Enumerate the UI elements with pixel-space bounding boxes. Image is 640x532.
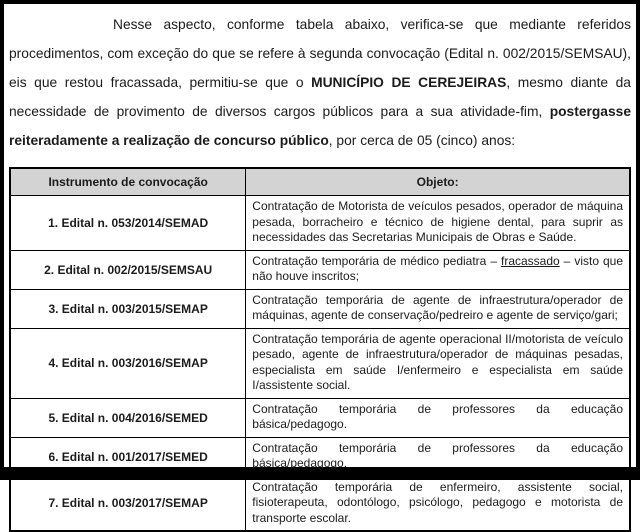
text-run: Nesse aspecto, conforme tabela abaixo, verifica-se que mediante referidos procedimentos, com exceção do que se refere à segunda convocação (Edital n. 002/2015/SEMSAU), eis que restou fracassada, permitiu-se que o [9, 17, 631, 90]
instrumento-cell: 3. Edital n. 003/2015/SEMAP [10, 289, 246, 328]
table-row [10, 196, 630, 251]
objeto-cell [246, 476, 630, 531]
text-run: Contratação temporária de professores da educação básica/pedagogo. [252, 401, 623, 431]
text-run: Contratação de Motorista de veículos pesados, operador de máquina pesada, borracheiro e técnico de higiene dental, para suprir as necessidades das Secretarias Municipais de Obras e Saúde. [252, 199, 623, 244]
header-objeto: Objeto: [246, 168, 630, 196]
objeto-cell [246, 196, 630, 251]
table-row [10, 289, 630, 328]
bold-text-run: MUNICÍPIO DE CEREJEIRAS [311, 75, 507, 90]
text-run: , mesmo diante da necessidade de provimento de diversos cargos públicos para a sua atividade-fim, [9, 75, 631, 119]
convocation-table-head [10, 168, 630, 196]
text-run: Contratação temporária de agente operacional II/motorista de veículo pesado, agente de infraestrutura/operador de máquinas pesadas, especialista em saúde I/enfermeiro e especialista em saúde I/assistente social. [252, 331, 623, 392]
objeto-cell [246, 289, 630, 328]
instrumento-cell: 1. Edital n. 053/2014/SEMAD [10, 196, 246, 251]
objeto-cell [246, 328, 630, 398]
table-row [10, 328, 630, 398]
header-row [10, 168, 630, 196]
text-run: Contratação temporária de médico pediatra – [252, 253, 501, 268]
objeto-cell [246, 437, 630, 476]
convocation-table [9, 167, 631, 532]
table-row [10, 250, 630, 289]
objeto-cell [246, 398, 630, 437]
text-run: , por cerca de 05 (cinco) anos: [328, 133, 516, 148]
instrumento-cell: 6. Edital n. 001/2017/SEMED [10, 437, 246, 476]
table-row [10, 476, 630, 531]
table-row [10, 398, 630, 437]
text-run: Contratação temporária de agente de infraestrutura/operador de máquinas, agente de conservação/pedreiro e agente de serviço/gari; [252, 292, 623, 322]
objeto-cell [246, 250, 630, 289]
underlined-text-run: fracassado [500, 253, 560, 268]
instrumento-cell: 5. Edital n. 004/2016/SEMED [10, 398, 246, 437]
text-run: Contratação temporária de professores da educação básica/pedagogo. [252, 440, 623, 470]
text-run: Contratação temporária de enfermeiro, assistente social, fisioterapeuta, odontólogo, psicólogo, pedagogo e motorista de transporte escolar. [252, 479, 623, 525]
bold-text-run: postergasse reiteradamente a realização de concurso público [9, 104, 631, 148]
instrumento-cell: 2. Edital n. 002/2015/SEMSAU [10, 250, 246, 289]
text-run: – visto que não houve inscritos; [252, 253, 623, 283]
convocation-table-body [10, 196, 630, 532]
instrumento-cell: 4. Edital n. 003/2016/SEMAP [10, 328, 246, 398]
table-row [10, 437, 630, 476]
instrumento-cell: 7. Edital n. 003/2017/SEMAP [10, 476, 246, 531]
header-instrumento: Instrumento de convocação [10, 168, 246, 196]
intro-paragraph [9, 10, 631, 155]
